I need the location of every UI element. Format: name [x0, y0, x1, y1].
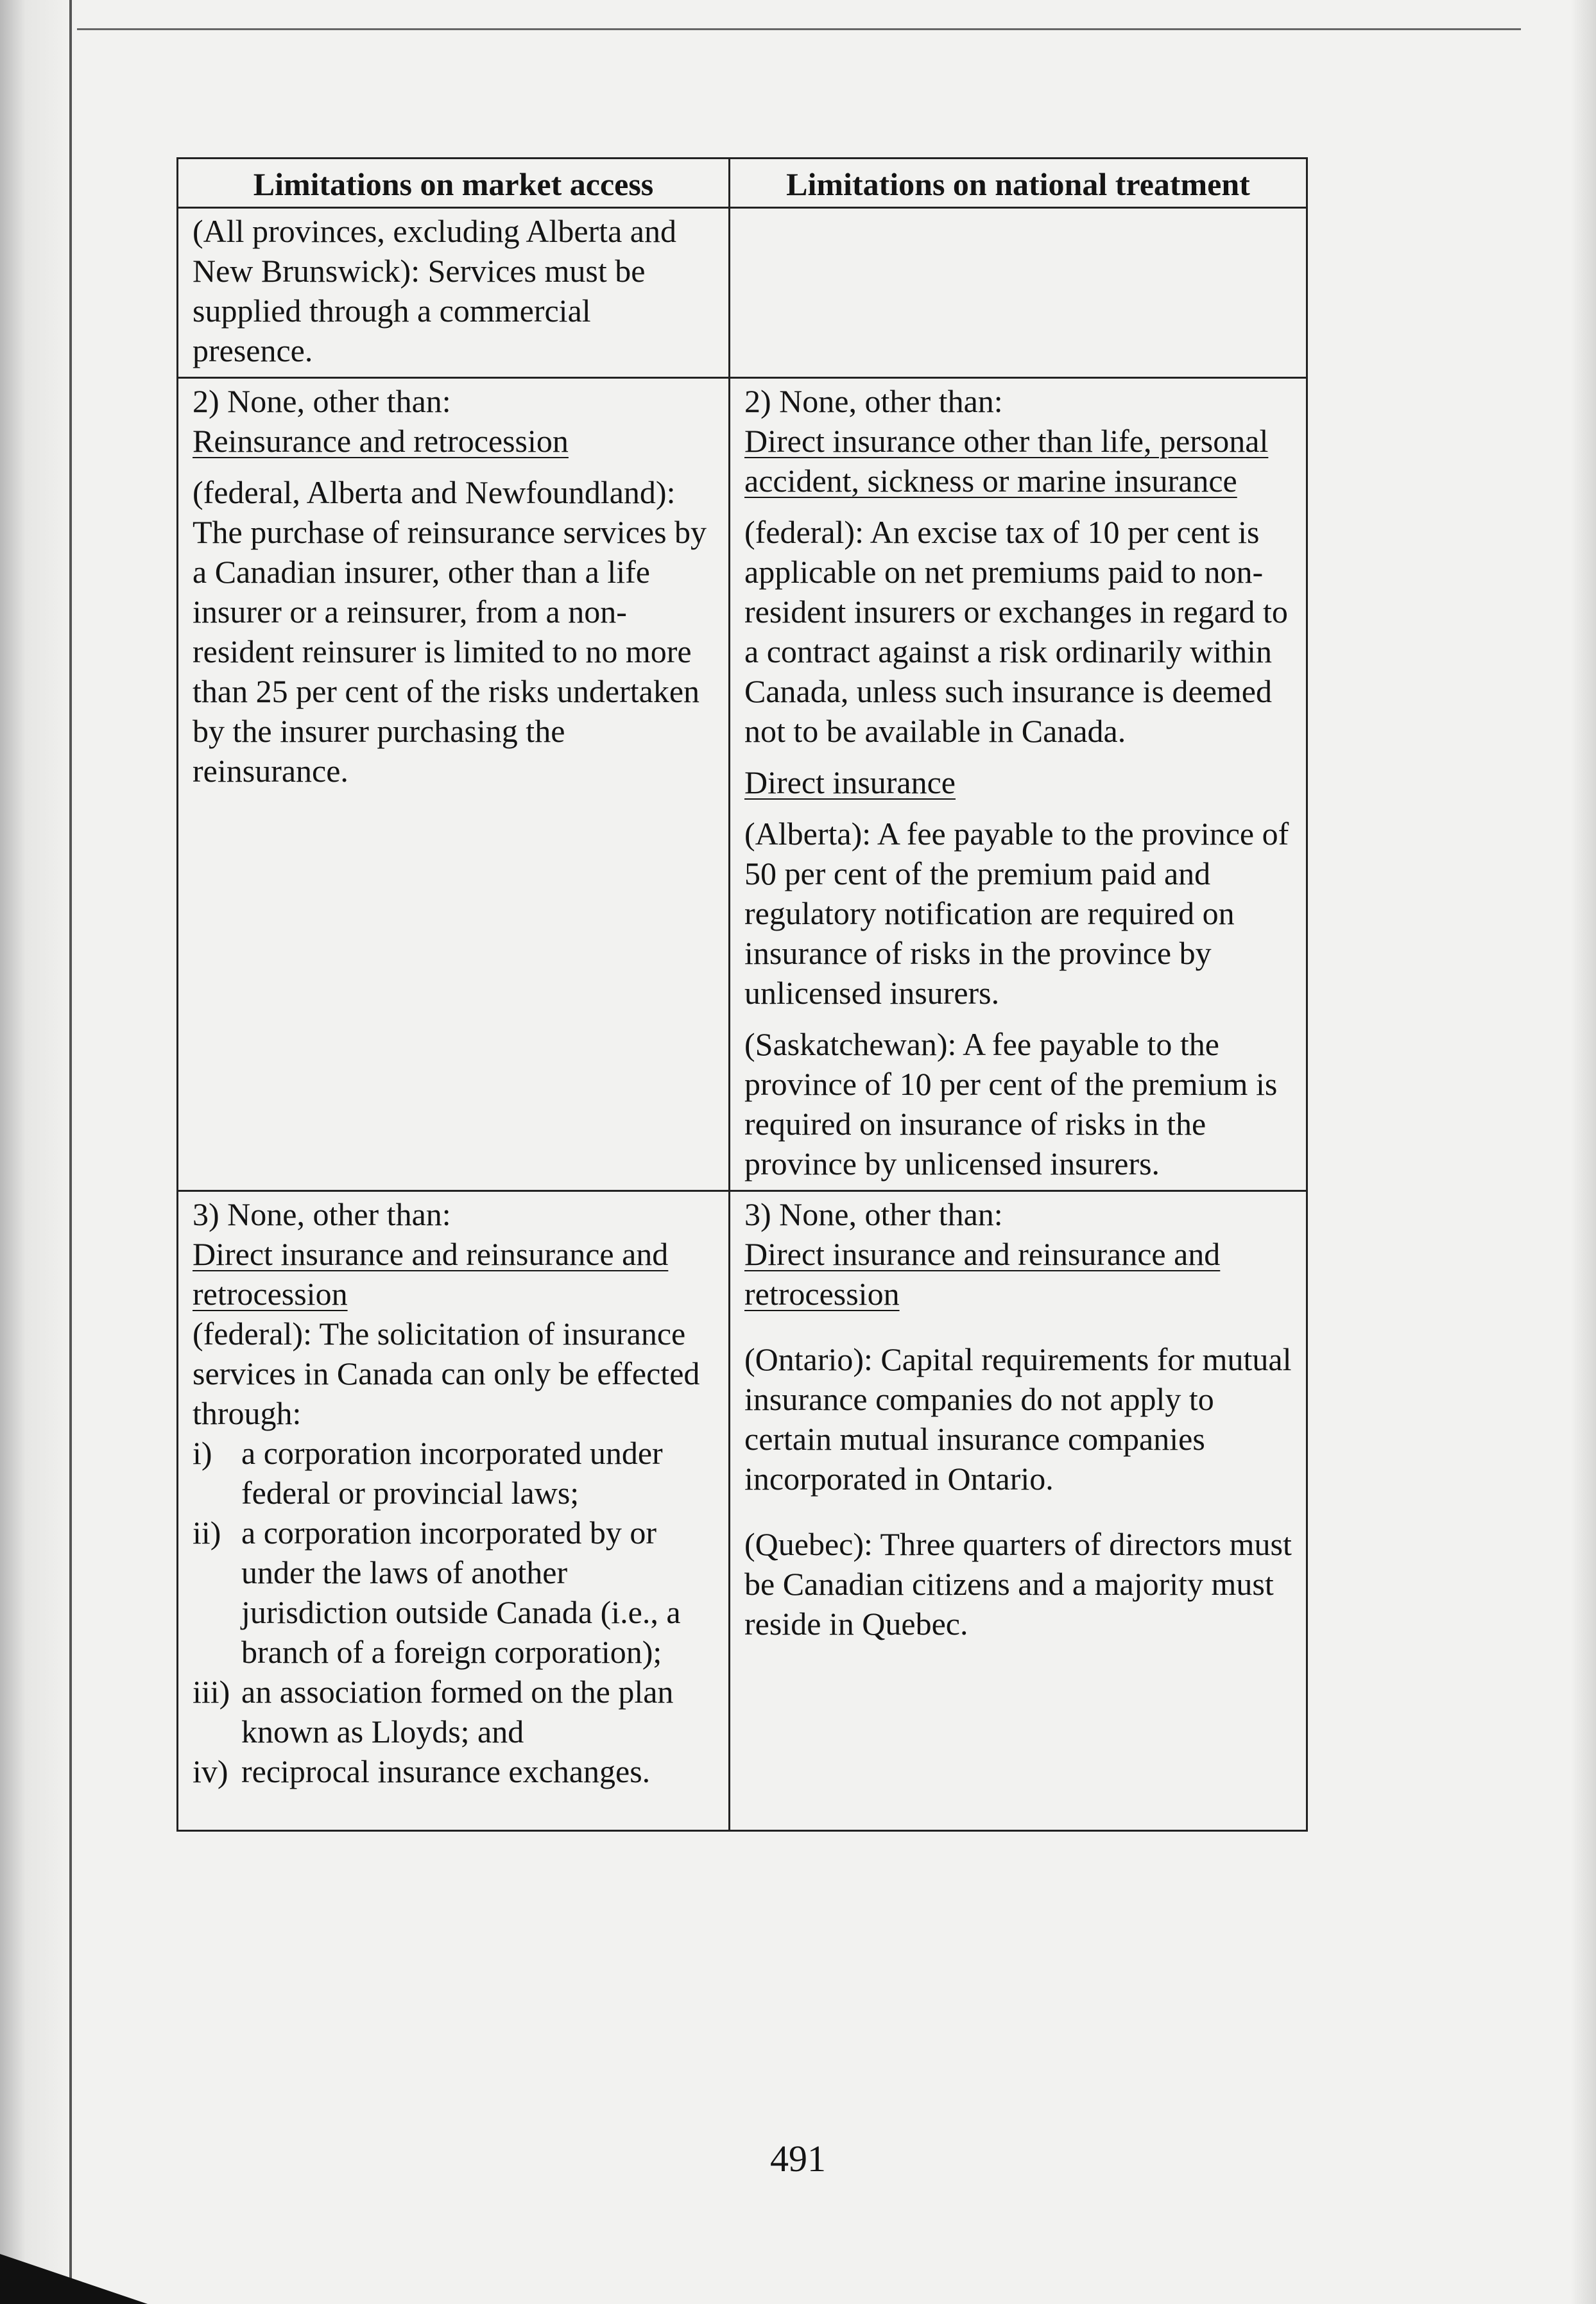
- list-marker: iv): [193, 1753, 228, 1789]
- row3-market-access-text: (federal): The solicitation of insurance services in Canada can only be effected through:: [193, 1316, 700, 1431]
- row2-market-access-text: (federal, Alberta and Newfoundland): The purchase of reinsurance services by a Canadian insurer, other than a life insurer or a reinsurer, from a non-resident reinsurer is limited to no more than 25 per cent of the risks undertaken by the insurer purchasing the reinsurance.: [193, 474, 707, 789]
- row2-market-access-cell: [178, 378, 730, 1191]
- row3-market-access-intro: 3) None, other than:: [193, 1196, 451, 1232]
- row3-national-treatment-text-2: (Quebec): Three quarters of directors must be Canadian citizens and a majority must reside in Quebec.: [744, 1526, 1292, 1642]
- table-row: [178, 208, 1307, 378]
- list-item: [193, 1751, 714, 1791]
- scan-binding-line: [69, 0, 72, 2304]
- row3-national-treatment-text-1: (Ontario): Capital requirements for mutual insurance companies do not apply to certain mutual insurance companies incorporated in Ontario.: [744, 1341, 1292, 1497]
- row2-national-treatment-intro: 2) None, other than:: [744, 383, 1003, 419]
- row3-national-treatment-heading: Direct insurance and reinsurance and retrocession: [744, 1236, 1221, 1312]
- row2-national-treatment-cell: [730, 378, 1307, 1191]
- list-marker: iii): [193, 1674, 230, 1710]
- row2-national-treatment-heading-1: Direct insurance other than life, personal accident, sickness or marine insurance: [744, 423, 1269, 499]
- row2-national-treatment-text-1: (federal): An excise tax of 10 per cent is applicable on net premiums paid to non-resident insurers or exchanges in regard to a contract against a risk ordinarily within Canada, unless such insurance is deemed not to be available in Canada.: [744, 514, 1288, 749]
- header-market-access: Limitations on market access: [178, 159, 730, 208]
- row1-market-access-cell: [178, 208, 730, 378]
- scan-shadow-left: [0, 0, 77, 2304]
- page-number: 491: [770, 2138, 826, 2179]
- row2-national-treatment-text-2: (Alberta): A fee payable to the province of 50 per cent of the premium paid and regulatory notification are required on insurance of risks in the province by unlicensed insurers.: [744, 816, 1289, 1011]
- scan-shadow-right: [1570, 0, 1596, 2304]
- row3-market-access-heading: Direct insurance and reinsurance and retrocession: [193, 1236, 669, 1312]
- table-row: [178, 378, 1307, 1191]
- row3-market-access-cell: [178, 1191, 730, 1831]
- list-text: an association formed on the plan known as Lloyds; and: [241, 1674, 674, 1749]
- scan-top-edge: [77, 0, 1521, 30]
- list-text: a corporation incorporated under federal or provincial laws;: [241, 1435, 663, 1511]
- row2-market-access-heading: Reinsurance and retrocession: [193, 423, 569, 459]
- table-row: [178, 1191, 1307, 1831]
- row2-national-treatment-text-3: (Saskatchewan): A fee payable to the province of 10 per cent of the premium is required on insurance of risks in the province by unlicensed insurers.: [744, 1026, 1278, 1182]
- row2-market-access-intro: 2) None, other than:: [193, 383, 451, 419]
- list-text: a corporation incorporated by or under the laws of another jurisdiction outside Canada (i.e., a branch of a foreign corporation);: [241, 1515, 681, 1670]
- row1-national-treatment-cell: [730, 208, 1307, 378]
- row3-national-treatment-intro: 3) None, other than:: [744, 1196, 1003, 1232]
- header-row: [178, 159, 1307, 208]
- list-marker: ii): [193, 1515, 221, 1551]
- list-item: [193, 1672, 714, 1751]
- row1-market-access-text: (All provinces, excluding Alberta and New Brunswick): Services must be supplied through a commercial presence.: [193, 213, 676, 368]
- header-national-treatment: Limitations on national treatment: [730, 159, 1307, 208]
- list-item: [193, 1513, 714, 1672]
- list-item: [193, 1433, 714, 1513]
- list-marker: i): [193, 1435, 212, 1471]
- row2-national-treatment-heading-2: Direct insurance: [744, 764, 956, 800]
- list-text: reciprocal insurance exchanges.: [241, 1753, 651, 1789]
- row3-national-treatment-cell: [730, 1191, 1307, 1831]
- commitments-table: [176, 157, 1308, 1832]
